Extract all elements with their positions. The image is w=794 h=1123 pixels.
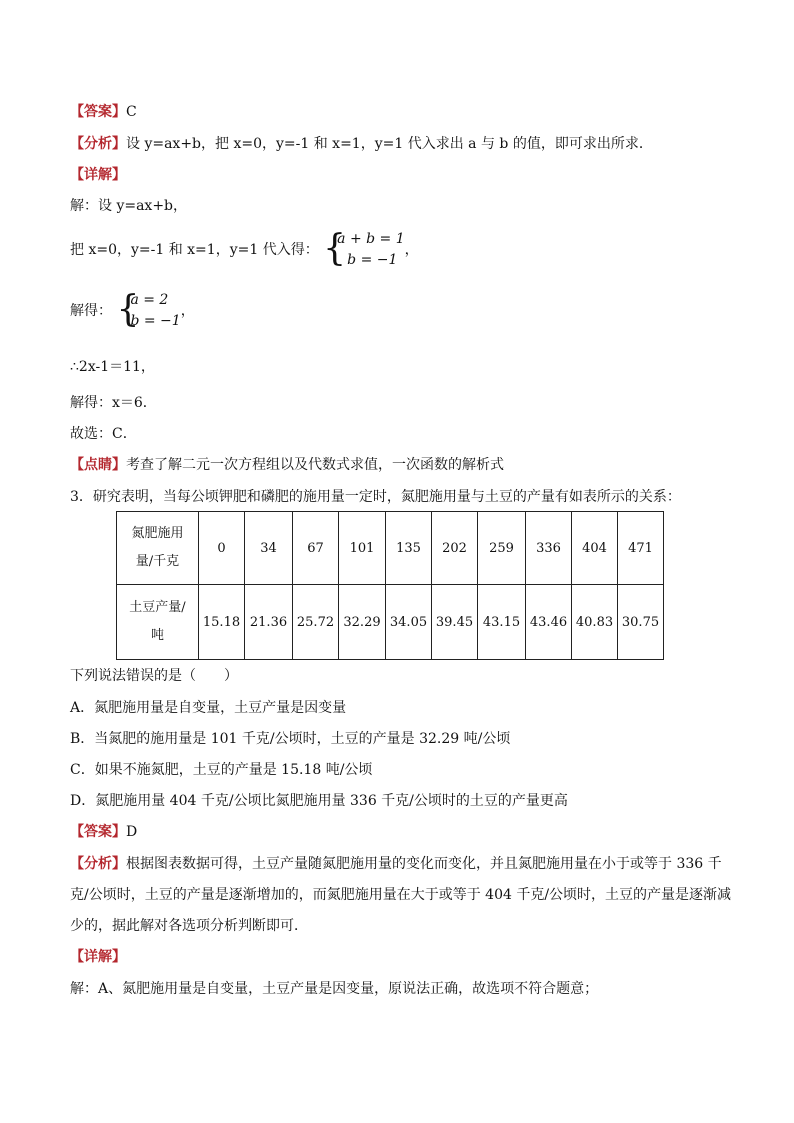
table-cell: 43.46 — [526, 585, 572, 660]
table-cell: 32.29 — [339, 585, 386, 660]
table-cell: 259 — [478, 512, 526, 585]
substitute-text: 把 x=0，y=-1 和 x=1，y=1 代入得： — [70, 242, 319, 258]
table-cell: 404 — [572, 512, 618, 585]
answer-tag: 【答案】 — [70, 104, 126, 120]
detail-tag-line — [70, 165, 126, 185]
left-brace-icon: { — [116, 289, 140, 330]
table-cell: 101 — [339, 512, 386, 585]
table-cell: 135 — [386, 512, 432, 585]
answer-line — [70, 102, 137, 122]
option-a: A．氮肥施用量是自变量，土豆产量是因变量 — [70, 700, 347, 716]
analysis-text: 设 y=ax+b，把 x=0，y=-1 和 x=1，y=1 代入求出 a 与 b 的值，即可求出所求． — [126, 136, 653, 152]
header-text: 氮肥施用 — [131, 526, 184, 541]
table-cell: 39.45 — [432, 585, 478, 660]
system-2-suffix: ， — [180, 303, 195, 319]
analysis-line-q3-3: 少的，据此解对各选项分析判断即可． — [70, 918, 308, 934]
fertilizer-yield-table — [116, 511, 664, 660]
question-prompt: 下列说法错误的是（ ） — [70, 668, 238, 684]
table-cell: 34.05 — [386, 585, 432, 660]
table-cell: 471 — [618, 512, 664, 585]
table-cell: 21.36 — [245, 585, 293, 660]
solution-line-3 — [70, 290, 195, 332]
comment-line — [70, 455, 504, 475]
system-2-row-1: a = 2 — [130, 292, 169, 308]
header-text: 土豆产量/ — [129, 600, 186, 615]
analysis-line-q3-1 — [70, 854, 722, 874]
table-cell: 67 — [293, 512, 339, 585]
table-cell: 40.83 — [572, 585, 618, 660]
answer-value: D — [126, 824, 138, 840]
detail-tag: 【详解】 — [70, 949, 126, 965]
question-3-stem: 3．研究表明，当每公顷钾肥和磷肥的施用量一定时，氮肥施用量与土豆的产量有如表所示的关系： — [70, 489, 681, 505]
table-cell: 34 — [245, 512, 293, 585]
analysis-tag: 【分析】 — [70, 856, 126, 872]
detail-line-q3-1: 解：A、氮肥施用量是自变量，土豆产量是因变量，原说法正确，故选项不符合题意； — [70, 981, 599, 997]
header-text: 吨 — [150, 628, 164, 643]
analysis-tag: 【分析】 — [70, 136, 126, 152]
analysis-text: 根据图表数据可得，土豆产量随氮肥施用量的变化而变化，并且氮肥施用量在小于或等于 336 千 — [126, 856, 722, 872]
system-1-row-1: a + b = 1 — [337, 231, 405, 247]
option-c: C．如果不施氮肥，土豆的产量是 15.18 吨/公顷 — [70, 762, 373, 778]
solution-line-4: ∴2x-1＝11， — [70, 359, 155, 375]
solution-line-2 — [70, 229, 419, 271]
system-1-row-2: b = −1 — [347, 252, 398, 268]
table-cell: 15.18 — [199, 585, 245, 660]
solution-line-5: 解得：x＝6． — [70, 395, 157, 411]
analysis-line — [70, 134, 653, 154]
system-1-suffix: ， — [404, 242, 419, 258]
solve-prefix: 解得： — [70, 303, 112, 319]
comment-tag: 【点睛】 — [70, 457, 126, 473]
equation-system-1 — [323, 229, 404, 271]
table-row — [117, 585, 664, 660]
table-cell: 25.72 — [293, 585, 339, 660]
detail-tag-line-q3 — [70, 947, 126, 967]
option-b: B．当氮肥的施用量是 101 千克/公顷时，土豆的产量是 32.29 吨/公顷 — [70, 731, 511, 747]
answer-tag: 【答案】 — [70, 824, 126, 840]
table-header-cell — [117, 512, 199, 585]
table-cell: 43.15 — [478, 585, 526, 660]
detail-tag: 【详解】 — [70, 167, 126, 183]
choose-line: 故选：C． — [70, 426, 137, 442]
comment-text: 考查了解二元一次方程组以及代数式求值，一次函数的解析式 — [126, 457, 504, 473]
answer-value: C — [126, 104, 137, 120]
analysis-line-q3-2: 克/公顷时，土豆的产量是逐渐增加的，而氮肥施用量在大于或等于 404 千克/公顷时，土豆的产量是逐渐减 — [70, 887, 732, 903]
left-brace-icon: { — [323, 228, 347, 269]
equation-system-2 — [116, 290, 180, 332]
table-header-cell — [117, 585, 199, 660]
header-text: 量/千克 — [135, 554, 180, 569]
option-d: D．氮肥施用量 404 千克/公顷比氮肥施用量 336 千克/公顷时的土豆的产量更高 — [70, 793, 568, 809]
table-cell: 30.75 — [618, 585, 664, 660]
solution-line-1: 解：设 y=ax+b， — [70, 198, 188, 214]
table-row — [117, 512, 664, 585]
answer-line-q3 — [70, 822, 137, 842]
system-2-row-2: b = −1 — [130, 313, 181, 329]
table-cell: 0 — [199, 512, 245, 585]
table-cell: 202 — [432, 512, 478, 585]
table-cell: 336 — [526, 512, 572, 585]
